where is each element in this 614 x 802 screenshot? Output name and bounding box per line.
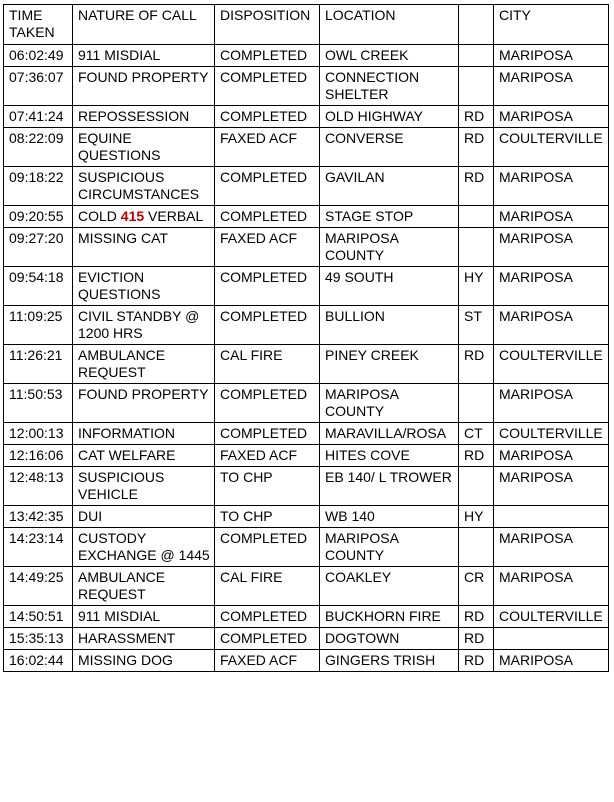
cell-disposition: COMPLETED bbox=[215, 167, 320, 206]
cell-disposition: COMPLETED bbox=[215, 606, 320, 628]
header-location: LOCATION bbox=[320, 5, 459, 45]
cell-city: MARIPOSA bbox=[494, 67, 609, 106]
cell-location: MARIPOSA COUNTY bbox=[320, 228, 459, 267]
cell-city: MARIPOSA bbox=[494, 267, 609, 306]
table-row bbox=[4, 567, 609, 606]
table-row bbox=[4, 628, 609, 650]
cell-disposition: FAXED ACF bbox=[215, 228, 320, 267]
cell-city: COULTERVILLE bbox=[494, 128, 609, 167]
cell-time-taken: 14:50:51 bbox=[4, 606, 73, 628]
cell-nature-of-call: DUI bbox=[73, 506, 215, 528]
cell-street-suffix: CR bbox=[459, 567, 494, 606]
cell-location: BULLION bbox=[320, 306, 459, 345]
cell-street-suffix: CT bbox=[459, 423, 494, 445]
cell-disposition: FAXED ACF bbox=[215, 445, 320, 467]
header-street-suffix bbox=[459, 5, 494, 45]
cell-city: COULTERVILLE bbox=[494, 606, 609, 628]
call-log-table bbox=[3, 4, 609, 672]
cell-nature-of-call: MISSING DOG bbox=[73, 650, 215, 672]
cell-nature-of-call: INFORMATION bbox=[73, 423, 215, 445]
cell-city: MARIPOSA bbox=[494, 106, 609, 128]
cell-location: 49 SOUTH bbox=[320, 267, 459, 306]
cell-disposition: COMPLETED bbox=[215, 267, 320, 306]
table-row bbox=[4, 467, 609, 506]
table-row bbox=[4, 167, 609, 206]
cell-street-suffix: RD bbox=[459, 650, 494, 672]
cell-time-taken: 12:00:13 bbox=[4, 423, 73, 445]
cell-city: MARIPOSA bbox=[494, 467, 609, 506]
cell-disposition: TO CHP bbox=[215, 506, 320, 528]
cell-disposition: TO CHP bbox=[215, 467, 320, 506]
cell-street-suffix: RD bbox=[459, 106, 494, 128]
header-nature-of-call: NATURE OF CALL bbox=[73, 5, 215, 45]
cell-nature-of-call bbox=[73, 206, 215, 228]
cell-city: MARIPOSA bbox=[494, 650, 609, 672]
cell-nature-of-call: AMBULANCE REQUEST bbox=[73, 567, 215, 606]
cell-time-taken: 09:18:22 bbox=[4, 167, 73, 206]
cell-city bbox=[494, 628, 609, 650]
cell-nature-of-call: EVICTION QUESTIONS bbox=[73, 267, 215, 306]
cell-time-taken: 13:42:35 bbox=[4, 506, 73, 528]
cell-nature-of-call: CUSTODY EXCHANGE @ 1445 bbox=[73, 528, 215, 567]
cell-street-suffix bbox=[459, 45, 494, 67]
cell-time-taken: 12:16:06 bbox=[4, 445, 73, 467]
header-time-taken: TIME TAKEN bbox=[4, 5, 73, 45]
cell-location: COAKLEY bbox=[320, 567, 459, 606]
cell-street-suffix bbox=[459, 528, 494, 567]
cell-street-suffix bbox=[459, 384, 494, 423]
cell-street-suffix: RD bbox=[459, 606, 494, 628]
cell-disposition: COMPLETED bbox=[215, 45, 320, 67]
table-row bbox=[4, 106, 609, 128]
cell-city: MARIPOSA bbox=[494, 445, 609, 467]
cell-nature-of-call: FOUND PROPERTY bbox=[73, 67, 215, 106]
cell-street-suffix: RD bbox=[459, 445, 494, 467]
table-row bbox=[4, 67, 609, 106]
cell-street-suffix bbox=[459, 206, 494, 228]
cell-nature-of-call: REPOSSESSION bbox=[73, 106, 215, 128]
cell-nature-of-call: CAT WELFARE bbox=[73, 445, 215, 467]
table-row bbox=[4, 423, 609, 445]
cell-disposition: FAXED ACF bbox=[215, 128, 320, 167]
cell-city: MARIPOSA bbox=[494, 306, 609, 345]
cell-time-taken: 14:23:14 bbox=[4, 528, 73, 567]
table-row bbox=[4, 445, 609, 467]
cell-time-taken: 15:35:13 bbox=[4, 628, 73, 650]
cell-street-suffix: RD bbox=[459, 167, 494, 206]
cell-disposition: CAL FIRE bbox=[215, 345, 320, 384]
cell-nature-of-call: MISSING CAT bbox=[73, 228, 215, 267]
cell-disposition: COMPLETED bbox=[215, 306, 320, 345]
cell-nature-of-call: EQUINE QUESTIONS bbox=[73, 128, 215, 167]
cell-location: GAVILAN bbox=[320, 167, 459, 206]
cell-nature-of-call: 911 MISDIAL bbox=[73, 45, 215, 67]
cell-time-taken: 12:48:13 bbox=[4, 467, 73, 506]
cell-location: EB 140/ L TROWER bbox=[320, 467, 459, 506]
cell-location: HITES COVE bbox=[320, 445, 459, 467]
header-disposition: DISPOSITION bbox=[215, 5, 320, 45]
cell-time-taken: 07:36:07 bbox=[4, 67, 73, 106]
cell-street-suffix: RD bbox=[459, 345, 494, 384]
cell-disposition: CAL FIRE bbox=[215, 567, 320, 606]
cell-location: CONVERSE bbox=[320, 128, 459, 167]
cell-location: OWL CREEK bbox=[320, 45, 459, 67]
cell-nature-of-call: HARASSMENT bbox=[73, 628, 215, 650]
cell-city: MARIPOSA bbox=[494, 567, 609, 606]
cell-city: MARIPOSA bbox=[494, 228, 609, 267]
cell-time-taken: 06:02:49 bbox=[4, 45, 73, 67]
table-row bbox=[4, 267, 609, 306]
cell-time-taken: 11:26:21 bbox=[4, 345, 73, 384]
cell-nature-of-call: SUSPICIOUS VEHICLE bbox=[73, 467, 215, 506]
cell-street-suffix: RD bbox=[459, 128, 494, 167]
table-row bbox=[4, 384, 609, 423]
cell-time-taken: 14:49:25 bbox=[4, 567, 73, 606]
cell-disposition: COMPLETED bbox=[215, 67, 320, 106]
cell-time-taken: 11:09:25 bbox=[4, 306, 73, 345]
cell-city: COULTERVILLE bbox=[494, 345, 609, 384]
cell-disposition: COMPLETED bbox=[215, 528, 320, 567]
cell-location: MARIPOSA COUNTY bbox=[320, 384, 459, 423]
table-row bbox=[4, 506, 609, 528]
header-row bbox=[4, 5, 609, 45]
nature-text: COLD bbox=[78, 208, 121, 224]
cell-location: BUCKHORN FIRE bbox=[320, 606, 459, 628]
cell-city: COULTERVILLE bbox=[494, 423, 609, 445]
table-row bbox=[4, 528, 609, 567]
cell-street-suffix bbox=[459, 67, 494, 106]
cell-location: GINGERS TRISH bbox=[320, 650, 459, 672]
cell-location: MARIPOSA COUNTY bbox=[320, 528, 459, 567]
cell-city: MARIPOSA bbox=[494, 384, 609, 423]
cell-city: MARIPOSA bbox=[494, 528, 609, 567]
cell-location: CONNECTION SHELTER bbox=[320, 67, 459, 106]
cell-location: OLD HIGHWAY bbox=[320, 106, 459, 128]
call-log-body bbox=[4, 45, 609, 672]
cell-location: DOGTOWN bbox=[320, 628, 459, 650]
cell-time-taken: 07:41:24 bbox=[4, 106, 73, 128]
table-row bbox=[4, 306, 609, 345]
cell-time-taken: 09:27:20 bbox=[4, 228, 73, 267]
table-row bbox=[4, 128, 609, 167]
cell-time-taken: 08:22:09 bbox=[4, 128, 73, 167]
penal-code-highlight: 415 bbox=[120, 208, 145, 224]
cell-nature-of-call: 911 MISDIAL bbox=[73, 606, 215, 628]
cell-disposition: COMPLETED bbox=[215, 423, 320, 445]
cell-location: MARAVILLA/ROSA bbox=[320, 423, 459, 445]
cell-street-suffix: HY bbox=[459, 267, 494, 306]
cell-street-suffix bbox=[459, 228, 494, 267]
cell-disposition: COMPLETED bbox=[215, 628, 320, 650]
table-row bbox=[4, 206, 609, 228]
cell-nature-of-call: AMBULANCE REQUEST bbox=[73, 345, 215, 384]
cell-city: MARIPOSA bbox=[494, 206, 609, 228]
nature-text: VERBAL bbox=[144, 208, 204, 224]
cell-disposition: COMPLETED bbox=[215, 206, 320, 228]
table-row bbox=[4, 606, 609, 628]
table-row bbox=[4, 45, 609, 67]
cell-nature-of-call: SUSPICIOUS CIRCUMSTANCES bbox=[73, 167, 215, 206]
cell-nature-of-call: FOUND PROPERTY bbox=[73, 384, 215, 423]
cell-disposition: COMPLETED bbox=[215, 106, 320, 128]
header-city: CITY bbox=[494, 5, 609, 45]
cell-disposition: COMPLETED bbox=[215, 384, 320, 423]
table-row bbox=[4, 650, 609, 672]
cell-city: MARIPOSA bbox=[494, 167, 609, 206]
cell-time-taken: 16:02:44 bbox=[4, 650, 73, 672]
cell-street-suffix: ST bbox=[459, 306, 494, 345]
cell-time-taken: 11:50:53 bbox=[4, 384, 73, 423]
cell-location: WB 140 bbox=[320, 506, 459, 528]
cell-disposition: FAXED ACF bbox=[215, 650, 320, 672]
cell-location: STAGE STOP bbox=[320, 206, 459, 228]
cell-city: MARIPOSA bbox=[494, 45, 609, 67]
cell-location: PINEY CREEK bbox=[320, 345, 459, 384]
cell-street-suffix bbox=[459, 467, 494, 506]
cell-time-taken: 09:20:55 bbox=[4, 206, 73, 228]
cell-nature-of-call: CIVIL STANDBY @ 1200 HRS bbox=[73, 306, 215, 345]
table-row bbox=[4, 228, 609, 267]
table-row bbox=[4, 345, 609, 384]
cell-street-suffix: HY bbox=[459, 506, 494, 528]
cell-city bbox=[494, 506, 609, 528]
cell-street-suffix: RD bbox=[459, 628, 494, 650]
cell-time-taken: 09:54:18 bbox=[4, 267, 73, 306]
